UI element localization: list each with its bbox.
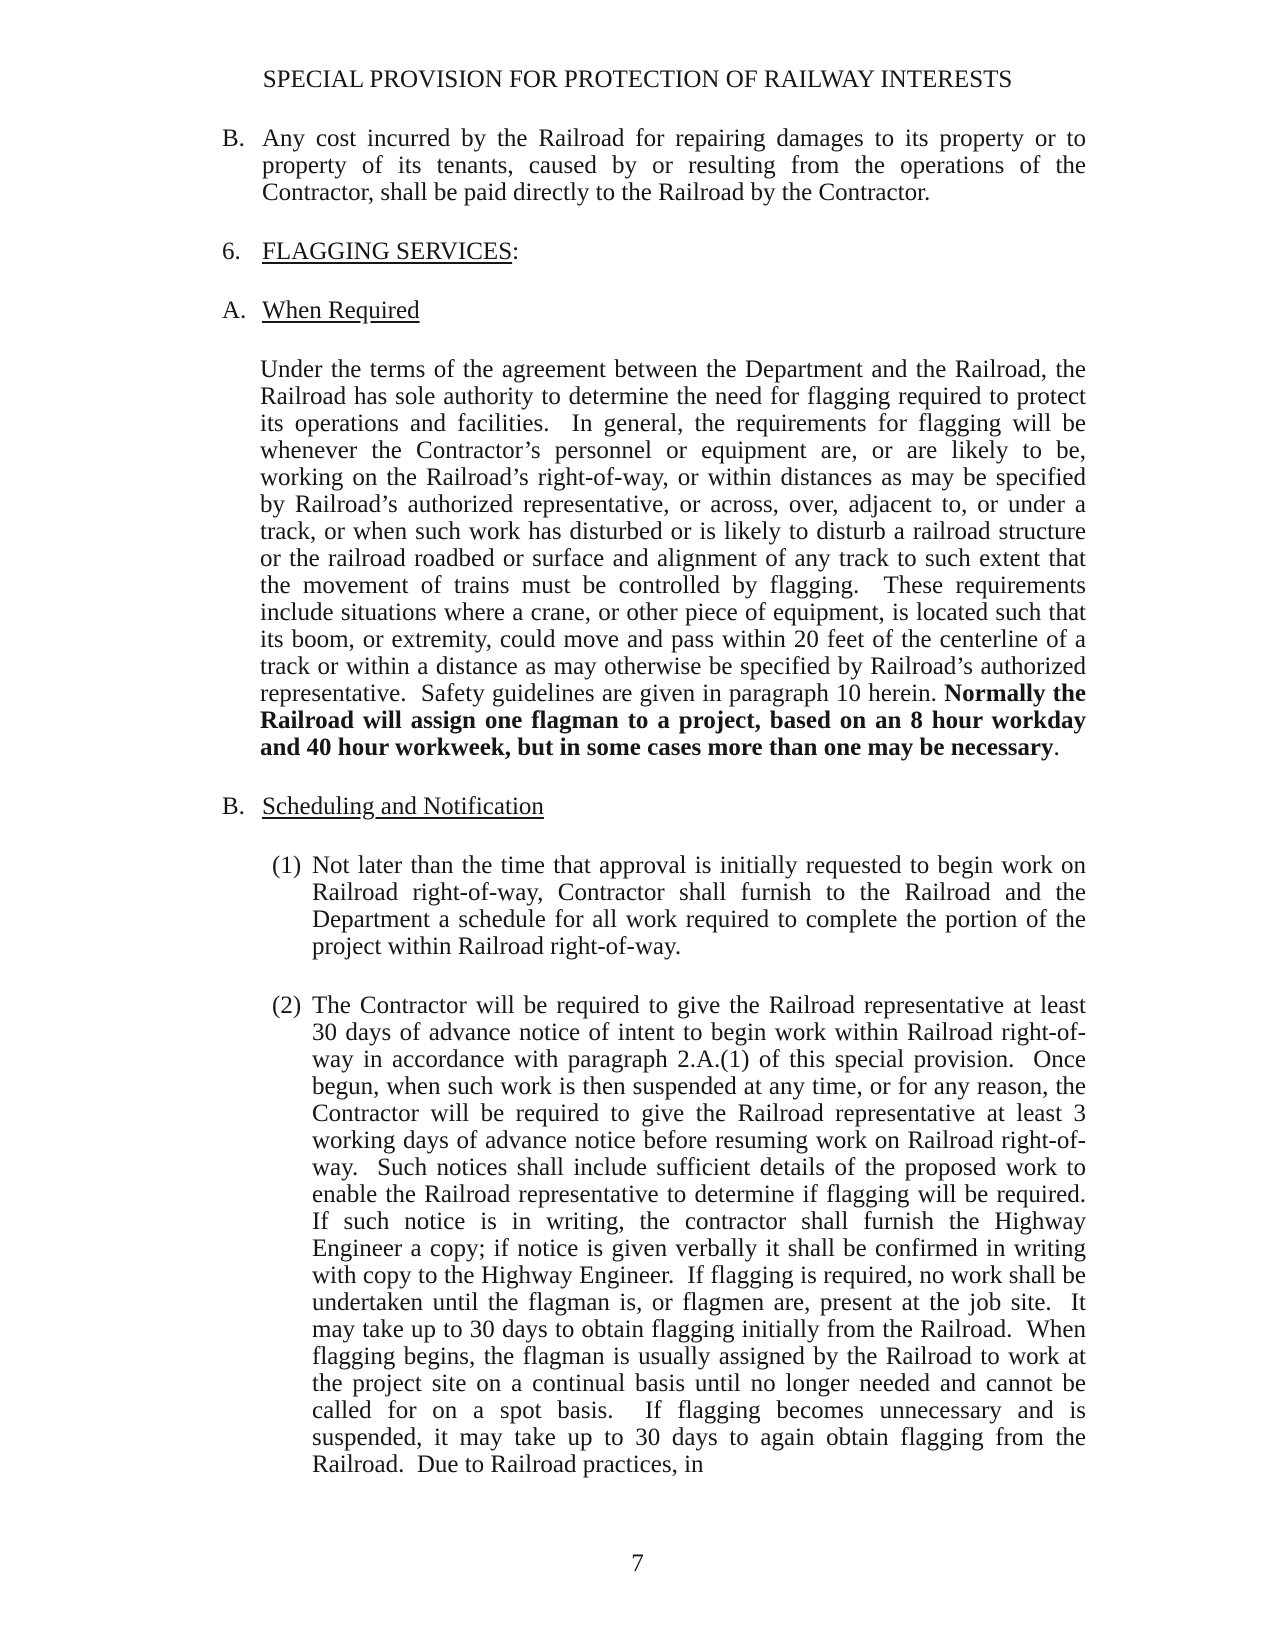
section-title: FLAGGING SERVICES (262, 238, 513, 265)
list-item-damages (222, 125, 1093, 206)
list-item-2-text: The Contractor will be required to give the Railroad representative at least 30 days of advance notice of intent to begin work within Railroad right-of-way in accordance with paragraph 2.A.(1) of this special provision. Once begun, when such work is then suspended at any time, or for any reason, the Contractor will be required to give the Railroad representative at least 3 working days of advance notice before resuming work on Railroad right-of-way. Such notices shall include sufficient details of the proposed work to enable the Railroad representative to determine if flagging will be required. If such notice is in writing, the contractor shall furnish the Highway Engineer a copy; if notice is given verbally it shall be confirmed in writing with copy to the Highway Engineer. If flagging is required, no work shall be undertaken until the flagman is, or flagmen are, present at the job site. It may take up to 30 days to obtain flagging initially from the Railroad. When flagging begins, the flagman is usually assigned by the Railroad to work at the project site on a continual basis until no longer needed and cannot be called for on a spot basis. If flagging becomes unnecessary and is suspended, it may take up to 30 days to again obtain flagging from the Railroad. Due to Railroad practices, in (312, 992, 1099, 1478)
document-title: SPECIAL PROVISION FOR PROTECTION OF RAILWAY INTERESTS (262, 66, 1013, 93)
section-number: 6. (222, 238, 241, 265)
page-number: 7 (631, 1550, 644, 1577)
list-item-2 (272, 992, 1099, 1478)
list-item-damages-text: Any cost incurred by the Railroad for repairing damages to its property or to property of its tenants, caused by or resulting from the operations of the Contractor, shall be paid directly to the Railroad by the Contractor. (262, 125, 1093, 206)
section-heading-flagging-services (222, 238, 1086, 265)
list-item-damages-label: B. (222, 125, 245, 152)
subsection-title-wrap (262, 297, 1086, 324)
subsection-title: Scheduling and Notification (262, 793, 544, 820)
subsection-letter: A. (222, 297, 247, 324)
list-item-1 (272, 852, 1093, 960)
paragraph-when-required-period: . (1053, 734, 1060, 761)
list-item-2-label: (2) (272, 992, 302, 1019)
section-title-colon: : (512, 238, 520, 265)
subsection-title-wrap (262, 793, 1086, 820)
paragraph-when-required-bold: Normally the Railroad will assign one flagman to a project, based on an 8 hour workday and 40 hour workweek, but in some cases more than one may be necessary (260, 680, 1093, 761)
paragraph-when-required-normal: Under the terms of the agreement between the Department and the Railroad, the Railroad has sole authority to determine the need for flagging required to protect its operations and facilities. In general, the requirements for flagging will be whenever the Contractor’s personnel or equipment are, or are likely to be, working on the Railroad’s right-of-way, or within distances as may be specified by Railroad’s authorized representative, or across, over, adjacent to, or under a track, or when such work has disturbed or is likely to disturb a railroad structure or the railroad roadbed or surface and alignment of any track to such extent that the movement of trains must be controlled by flagging. These requirements include situations where a crane, or other piece of equipment, is located such that its boom, or extremity, could move and pass within 20 feet of the centerline of a track or within a distance as may otherwise be specified by Railroad’s authorized representative. Safety guidelines are given in paragraph 10 herein. (260, 356, 1093, 707)
list-item-1-label: (1) (272, 852, 302, 879)
section-title-wrap (262, 238, 1086, 265)
subsection-heading-when-required (222, 297, 1086, 324)
subsection-title: When Required (262, 297, 420, 324)
paragraph-when-required (260, 356, 1093, 761)
subsection-letter: B. (222, 793, 245, 820)
list-item-1-text: Not later than the time that approval is initially requested to begin work on Railroad right-of-way, Contractor shall furnish to the Railroad and the Department a schedule for all work required to complete the portion of the project within Railroad right-of-way. (312, 852, 1093, 960)
subsection-heading-scheduling (222, 793, 1086, 820)
